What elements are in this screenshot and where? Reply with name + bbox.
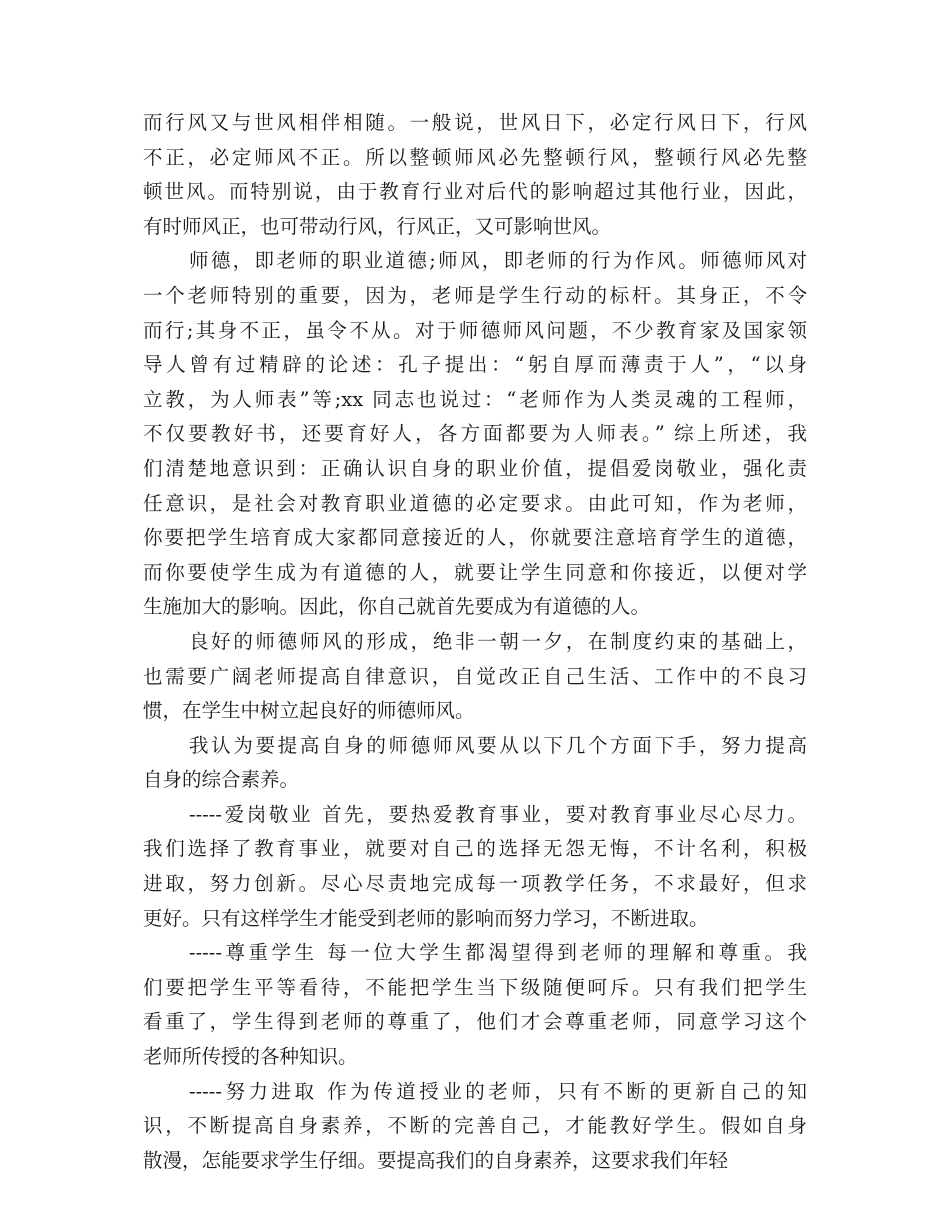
text-line: 你要把学生培育成大家都同意接近的人，你就要注意培育学生的道德， <box>143 526 807 550</box>
text-line: 自身的综合素养。 <box>143 768 300 792</box>
paragraph <box>143 106 807 244</box>
text-line: 良好的师德师风的形成，绝非一朝一夕，在制度约束的基础上， <box>189 629 807 653</box>
text-line: 老师所传授的各种知识。 <box>143 1045 358 1069</box>
text-line: 顿世风。而特别说，由于教育行业对后代的影响超过其他行业，因此， <box>143 180 807 204</box>
text-line: 惯，在学生中树立起良好的师德师风。 <box>143 699 475 723</box>
text-line: 散漫，怎能要求学生仔细。要提高我们的自身素养，这要求我们年轻 <box>143 1148 729 1172</box>
text-line: 我们选择了教育事业，就要对自己的选择无怨无悔，不计名利，积极 <box>143 837 807 861</box>
text-line: 们要把学生平等看待，不能把学生当下级随便呵斥。只有我们把学生 <box>143 975 807 999</box>
text-line: 导人曾有过精辟的论述：孔子提出：“躬自厚而薄责于人”，“以身 <box>143 353 807 377</box>
paragraph <box>143 1075 807 1179</box>
text-line: 而你要使学生成为有道德的人，就要让学生同意和你接近，以便对学 <box>143 560 807 584</box>
text-line: 师德，即老师的职业道德;师风，即老师的行为作风。师德师风对 <box>189 249 807 273</box>
text-line: 任意识，是社会对教育职业道德的必定要求。由此可知，作为老师， <box>143 491 807 515</box>
paragraph <box>143 729 807 798</box>
paragraph <box>143 625 807 729</box>
text-line: 生施加大的影响。因此，你自己就首先要成为有道德的人。 <box>143 595 651 619</box>
text-line: 不仅要教好书，还要育好人，各方面都要为人师表。” 综上所述，我 <box>143 422 807 446</box>
text-line: 更好。只有这样学生才能受到老师的影响而努力学习，不断进取。 <box>143 906 709 930</box>
paragraph <box>143 798 807 936</box>
paragraph <box>143 244 807 625</box>
text-line: -----尊重学生 每一位大学生都渴望得到老师的理解和尊重。我 <box>189 941 807 965</box>
text-line: 不正，必定师风不正。所以整顿师风必先整顿行风，整顿行风必先整 <box>143 145 807 169</box>
text-line: 看重了，学生得到老师的尊重了，他们才会尊重老师，同意学习这个 <box>143 1010 807 1034</box>
document-body <box>143 106 807 1178</box>
text-line: 而行风又与世风相伴相随。一般说，世风日下，必定行风日下，行风 <box>143 111 807 134</box>
text-line: 们清楚地意识到：正确认识自身的职业价值，提倡爱岗敬业，强化责 <box>143 456 807 480</box>
text-line: 也需要广阔老师提高自律意识，自觉改正自己生活、工作中的不良习 <box>143 664 807 688</box>
text-line: 我认为要提高自身的师德师风要从以下几个方面下手，努力提高 <box>189 733 807 757</box>
paragraph <box>143 936 807 1074</box>
text-line: 识，不断提高自身素养，不断的完善自己，才能教好学生。假如自身 <box>143 1114 807 1138</box>
text-line: 进取，努力创新。尽心尽责地完成每一项教学任务，不求最好，但求 <box>143 872 807 896</box>
text-line: 有时师风正，也可带动行风，行风正，又可影响世风。 <box>143 214 612 238</box>
text-line: 一个老师特别的重要，因为，老师是学生行动的标杆。其身正，不令 <box>143 283 807 307</box>
text-line: 立教，为人师表”等;xx 同志也说过：“老师作为人类灵魂的工程师， <box>143 387 807 411</box>
text-line: 而行;其身不正，虽令不从。对于师德师风问题，不少教育家及国家领 <box>143 318 807 342</box>
text-line: -----爱岗敬业 首先，要热爱教育事业，要对教育事业尽心尽力。 <box>189 802 807 826</box>
text-line: -----努力进取 作为传道授业的老师，只有不断的更新自己的知 <box>189 1079 807 1103</box>
